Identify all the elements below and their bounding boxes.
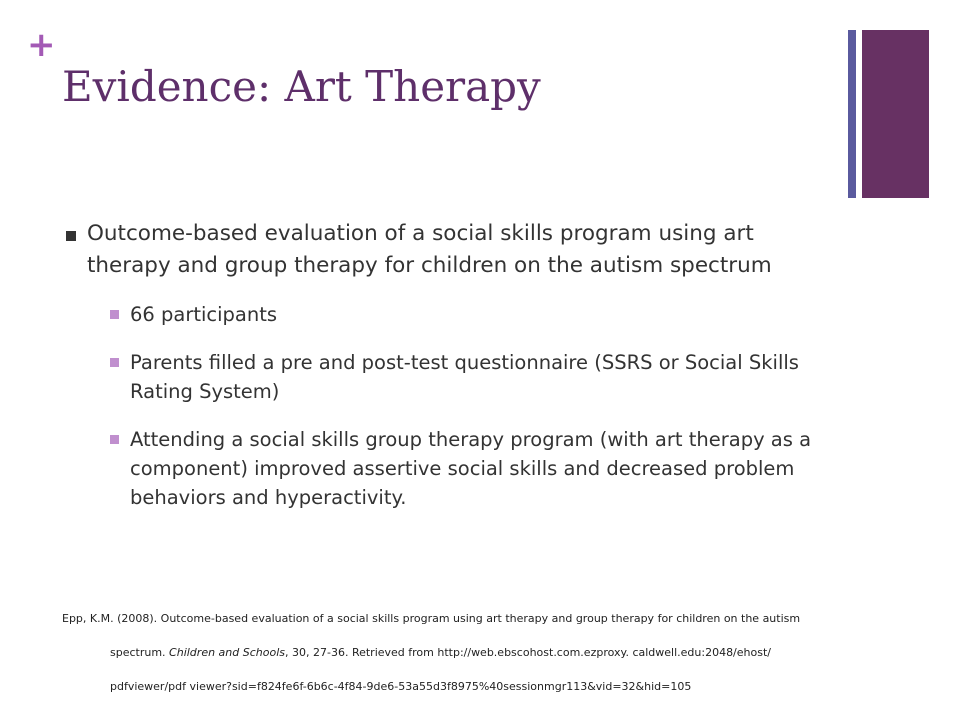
slide-title: Evidence: Art Therapy <box>62 62 541 111</box>
decor-bar-thin <box>848 30 856 198</box>
citation-line: pdfviewer/pdf viewer?sid=f824fe6f-6b6c-4f84-9de6-53a55d3f8975%40sessionmgr113&vid=32&hid=105 <box>110 680 692 693</box>
main-bullet-text: Outcome-based evaluation of a social skills program using art therapy and group therapy for children on the autism spectrum <box>87 221 772 278</box>
sub-bullet-row <box>60 425 820 512</box>
sub-bullet-text: Parents filled a pre and post-test questionnaire (SSRS or Social Skills Rating System) <box>130 351 799 403</box>
bullet-list <box>60 218 820 531</box>
sub-bullet-text: Attending a social skills group therapy program (with art therapy as a component) improved assertive social skills and decreased problem behaviors and hyperactivity. <box>130 428 812 509</box>
sub-bullet-row <box>60 348 820 406</box>
main-bullet-row <box>60 218 820 282</box>
citation-journal: Children and Schools <box>169 646 285 659</box>
decor-bar-wide <box>862 30 929 198</box>
square-bullet-icon <box>110 435 119 444</box>
square-bullet-icon <box>66 231 76 241</box>
citation-text: spectrum. <box>110 646 170 659</box>
citation <box>62 602 882 704</box>
square-bullet-icon <box>110 310 119 319</box>
sub-bullet-row <box>60 300 820 329</box>
square-bullet-icon <box>110 358 119 367</box>
sub-bullet-text: 66 participants <box>130 303 278 326</box>
plus-icon: + <box>27 25 56 65</box>
citation-line <box>62 636 882 670</box>
citation-line: Epp, K.M. (2008). Outcome-based evaluation of a social skills program using art therapy and group therapy for children on the autism <box>62 612 801 625</box>
sub-bullet-list <box>60 300 820 512</box>
citation-text: , 30, 27-36. Retrieved from http://web.ebscohost.com.ezproxy. caldwell.edu:2048/ehost/ <box>285 646 771 659</box>
